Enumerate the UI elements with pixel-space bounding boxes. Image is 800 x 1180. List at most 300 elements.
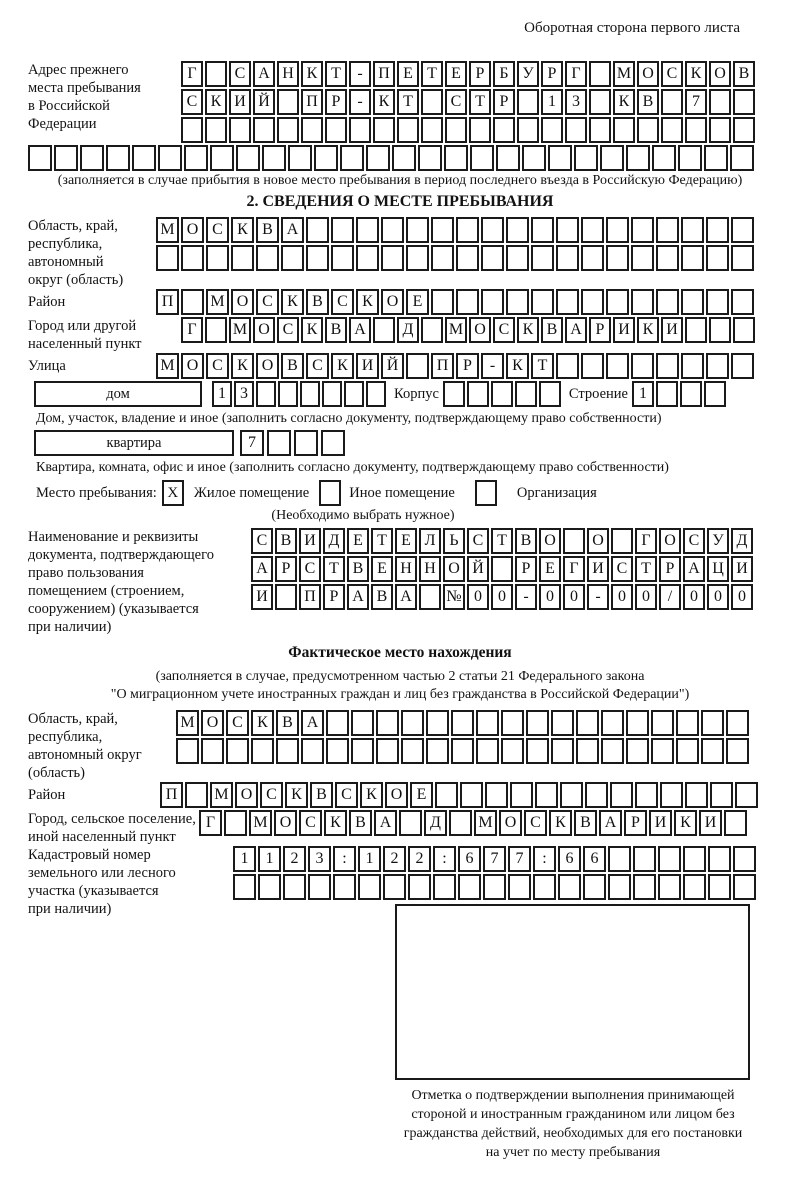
char-cell[interactable]: А [347,584,369,610]
char-cell[interactable] [589,61,611,87]
char-cell[interactable] [733,846,756,872]
char-cell[interactable] [533,874,556,900]
char-cell[interactable] [392,145,416,171]
char-cell[interactable] [581,353,604,379]
char-cell[interactable] [445,117,467,143]
char-cell[interactable]: К [331,353,354,379]
char-cell[interactable]: К [685,61,707,87]
char-cell[interactable] [676,738,699,764]
char-cell[interactable]: 1 [358,846,381,872]
char-cell[interactable]: К [674,810,697,836]
char-cell[interactable] [701,710,724,736]
char-cell[interactable]: Е [395,528,417,554]
char-cell[interactable]: Р [469,61,491,87]
char-cell[interactable] [451,710,474,736]
char-cell[interactable]: К [613,89,635,115]
char-cell[interactable]: А [253,61,275,87]
char-cell[interactable]: М [445,317,467,343]
char-cell[interactable] [366,145,390,171]
char-cell[interactable]: В [281,353,304,379]
char-cell[interactable] [556,245,579,271]
char-cell[interactable]: О [181,217,204,243]
char-cell[interactable] [709,317,731,343]
char-cell[interactable] [321,430,345,456]
char-cell[interactable]: В [347,556,369,582]
char-cell[interactable] [381,245,404,271]
char-cell[interactable] [470,145,494,171]
char-cell[interactable] [706,289,729,315]
char-cell[interactable] [351,710,374,736]
char-cell[interactable]: А [374,810,397,836]
char-cell[interactable]: Т [635,556,657,582]
char-cell[interactable]: 2 [408,846,431,872]
char-cell[interactable]: Е [371,556,393,582]
char-cell[interactable] [556,289,579,315]
char-cell[interactable] [288,145,312,171]
char-cell[interactable] [576,738,599,764]
char-cell[interactable]: С [524,810,547,836]
char-cell[interactable] [406,217,429,243]
char-cell[interactable] [481,289,504,315]
char-cell[interactable] [481,245,504,271]
char-cell[interactable] [606,289,629,315]
char-cell[interactable] [349,117,371,143]
char-cell[interactable] [583,874,606,900]
char-cell[interactable]: К [285,782,308,808]
char-cell[interactable] [631,353,654,379]
char-cell[interactable]: - [481,353,504,379]
char-cell[interactable] [726,710,749,736]
char-cell[interactable] [326,738,349,764]
char-cell[interactable]: С [251,528,273,554]
char-cell[interactable] [637,117,659,143]
char-cell[interactable]: А [349,317,371,343]
char-cell[interactable] [256,245,279,271]
char-cell[interactable] [451,738,474,764]
char-cell[interactable]: О [499,810,522,836]
char-cell[interactable]: 7 [483,846,506,872]
char-cell[interactable]: - [349,61,371,87]
char-cell[interactable]: Т [491,528,513,554]
char-cell[interactable]: О [381,289,404,315]
char-cell[interactable] [433,874,456,900]
char-cell[interactable]: С [611,556,633,582]
char-cell[interactable] [460,782,483,808]
char-cell[interactable] [731,289,754,315]
char-cell[interactable] [421,317,443,343]
char-cell[interactable]: Й [467,556,489,582]
char-cell[interactable]: Е [445,61,467,87]
char-cell[interactable]: Р [624,810,647,836]
char-cell[interactable] [158,145,182,171]
char-cell[interactable]: К [231,217,254,243]
char-cell[interactable]: М [249,810,272,836]
char-cell[interactable]: : [433,846,456,872]
char-cell[interactable] [485,782,508,808]
char-cell[interactable]: Т [421,61,443,87]
char-cell[interactable]: Т [469,89,491,115]
char-cell[interactable] [733,117,755,143]
char-cell[interactable]: А [565,317,587,343]
char-cell[interactable]: К [281,289,304,315]
char-cell[interactable]: С [256,289,279,315]
char-cell[interactable] [585,782,608,808]
char-cell[interactable]: Д [397,317,419,343]
char-cell[interactable]: С [331,289,354,315]
char-cell[interactable] [467,381,489,407]
char-cell[interactable] [226,738,249,764]
char-cell[interactable]: М [229,317,251,343]
char-cell[interactable]: Р [659,556,681,582]
char-cell[interactable] [635,782,658,808]
char-cell[interactable] [366,381,386,407]
char-cell[interactable]: К [324,810,347,836]
char-cell[interactable]: Р [493,89,515,115]
char-cell[interactable]: 1 [541,89,563,115]
char-cell[interactable]: С [260,782,283,808]
char-cell[interactable]: 7 [508,846,531,872]
char-cell[interactable]: В [637,89,659,115]
char-cell[interactable]: О [253,317,275,343]
char-cell[interactable] [733,317,755,343]
char-cell[interactable]: К [301,317,323,343]
char-cell[interactable] [233,874,256,900]
char-cell[interactable] [541,117,563,143]
char-cell[interactable] [340,145,364,171]
char-cell[interactable] [708,874,731,900]
char-cell[interactable] [294,430,318,456]
char-cell[interactable] [704,145,728,171]
char-cell[interactable]: Т [531,353,554,379]
char-cell[interactable] [496,145,520,171]
char-cell[interactable]: В [325,317,347,343]
char-cell[interactable]: Д [323,528,345,554]
char-cell[interactable]: К [356,289,379,315]
char-cell[interactable] [551,710,574,736]
char-cell[interactable] [508,874,531,900]
char-cell[interactable] [733,874,756,900]
char-cell[interactable] [283,874,306,900]
char-cell[interactable] [681,353,704,379]
char-cell[interactable] [431,245,454,271]
char-cell[interactable]: Р [541,61,563,87]
char-cell[interactable]: В [276,710,299,736]
char-cell[interactable]: / [659,584,681,610]
char-cell[interactable] [676,710,699,736]
char-cell[interactable] [661,117,683,143]
char-cell[interactable]: М [176,710,199,736]
char-cell[interactable] [589,89,611,115]
char-cell[interactable]: В [275,528,297,554]
char-cell[interactable] [326,710,349,736]
char-cell[interactable]: С [683,528,705,554]
char-cell[interactable]: Н [277,61,299,87]
char-cell[interactable]: О [539,528,561,554]
char-cell[interactable]: О [385,782,408,808]
char-cell[interactable]: С [661,61,683,87]
char-cell[interactable]: 0 [731,584,753,610]
char-cell[interactable]: П [299,584,321,610]
char-cell[interactable] [426,738,449,764]
char-cell[interactable] [731,353,754,379]
char-cell[interactable]: С [306,353,329,379]
char-cell[interactable] [224,810,247,836]
char-cell[interactable]: К [360,782,383,808]
char-cell[interactable]: В [371,584,393,610]
char-cell[interactable] [608,846,631,872]
char-cell[interactable] [601,738,624,764]
char-cell[interactable]: П [156,289,179,315]
char-cell[interactable] [401,710,424,736]
char-cell[interactable] [708,846,731,872]
char-cell[interactable]: И [356,353,379,379]
char-cell[interactable]: К [251,710,274,736]
char-cell[interactable] [539,381,561,407]
char-cell[interactable] [606,217,629,243]
char-cell[interactable] [678,145,702,171]
char-cell[interactable]: И [299,528,321,554]
char-cell[interactable]: Р [515,556,537,582]
char-cell[interactable]: С [206,217,229,243]
char-cell[interactable] [610,782,633,808]
char-cell[interactable] [281,245,304,271]
char-cell[interactable] [251,738,274,764]
char-cell[interactable]: 0 [635,584,657,610]
char-cell[interactable]: О [201,710,224,736]
char-cell[interactable]: В [310,782,333,808]
char-cell[interactable] [531,289,554,315]
char-cell[interactable]: А [281,217,304,243]
char-cell[interactable]: Л [419,528,441,554]
char-cell[interactable] [685,782,708,808]
char-cell[interactable]: П [301,89,323,115]
char-cell[interactable] [356,245,379,271]
char-cell[interactable] [28,145,52,171]
char-cell[interactable] [560,782,583,808]
char-cell[interactable] [658,846,681,872]
char-cell[interactable]: О [587,528,609,554]
char-cell[interactable] [658,874,681,900]
char-cell[interactable] [331,217,354,243]
char-cell[interactable]: М [206,289,229,315]
char-cell[interactable]: Р [323,584,345,610]
char-cell[interactable] [376,738,399,764]
char-cell[interactable] [325,117,347,143]
char-cell[interactable] [418,145,442,171]
char-cell[interactable] [522,145,546,171]
char-cell[interactable] [206,245,229,271]
char-cell[interactable]: 3 [565,89,587,115]
char-cell[interactable]: 0 [563,584,585,610]
stay-option-residential-checkbox[interactable]: X [162,480,184,506]
char-cell[interactable] [262,145,286,171]
char-cell[interactable] [306,245,329,271]
char-cell[interactable]: П [373,61,395,87]
char-cell[interactable] [626,145,650,171]
char-cell[interactable] [201,738,224,764]
char-cell[interactable] [406,353,429,379]
char-cell[interactable]: Т [397,89,419,115]
char-cell[interactable] [421,117,443,143]
char-cell[interactable] [493,117,515,143]
char-cell[interactable] [456,245,479,271]
char-cell[interactable] [535,782,558,808]
char-cell[interactable] [660,782,683,808]
char-cell[interactable] [517,89,539,115]
char-cell[interactable]: 0 [707,584,729,610]
char-cell[interactable]: Г [181,317,203,343]
char-cell[interactable] [277,89,299,115]
char-cell[interactable] [431,217,454,243]
char-cell[interactable] [210,145,234,171]
char-cell[interactable] [376,710,399,736]
char-cell[interactable] [731,245,754,271]
char-cell[interactable] [132,145,156,171]
char-cell[interactable] [253,117,275,143]
char-cell[interactable]: - [349,89,371,115]
char-cell[interactable]: 6 [583,846,606,872]
char-cell[interactable]: И [587,556,609,582]
char-cell[interactable]: : [533,846,556,872]
char-cell[interactable] [267,430,291,456]
char-cell[interactable] [476,738,499,764]
char-cell[interactable]: С [299,810,322,836]
char-cell[interactable]: И [251,584,273,610]
char-cell[interactable] [181,117,203,143]
stay-option-other-checkbox[interactable] [319,480,341,506]
char-cell[interactable] [683,874,706,900]
char-cell[interactable]: К [373,89,395,115]
char-cell[interactable]: И [699,810,722,836]
char-cell[interactable]: - [587,584,609,610]
char-cell[interactable]: Е [406,289,429,315]
char-cell[interactable] [606,245,629,271]
char-cell[interactable] [731,217,754,243]
char-cell[interactable] [277,117,299,143]
char-cell[interactable] [656,289,679,315]
char-cell[interactable] [683,846,706,872]
char-cell[interactable] [652,145,676,171]
char-cell[interactable]: Е [539,556,561,582]
char-cell[interactable] [506,289,529,315]
char-cell[interactable] [526,738,549,764]
char-cell[interactable]: 7 [240,430,264,456]
char-cell[interactable] [606,353,629,379]
char-cell[interactable] [258,874,281,900]
char-cell[interactable] [397,117,419,143]
char-cell[interactable]: Е [397,61,419,87]
char-cell[interactable]: И [649,810,672,836]
char-cell[interactable]: У [707,528,729,554]
char-cell[interactable] [229,117,251,143]
char-cell[interactable]: Р [456,353,479,379]
char-cell[interactable] [506,245,529,271]
char-cell[interactable] [651,738,674,764]
char-cell[interactable]: 7 [685,89,707,115]
char-cell[interactable] [80,145,104,171]
char-cell[interactable]: В [733,61,755,87]
char-cell[interactable]: А [683,556,705,582]
char-cell[interactable] [681,217,704,243]
char-cell[interactable] [458,874,481,900]
char-cell[interactable]: Ь [443,528,465,554]
char-cell[interactable]: Ц [707,556,729,582]
char-cell[interactable] [481,217,504,243]
char-cell[interactable]: С [229,61,251,87]
char-cell[interactable] [231,245,254,271]
char-cell[interactable] [358,874,381,900]
char-cell[interactable]: К [517,317,539,343]
char-cell[interactable]: И [229,89,251,115]
char-cell[interactable]: В [306,289,329,315]
char-cell[interactable] [581,245,604,271]
char-cell[interactable] [706,353,729,379]
char-cell[interactable]: 1 [258,846,281,872]
char-cell[interactable] [681,245,704,271]
char-cell[interactable] [501,738,524,764]
char-cell[interactable] [517,117,539,143]
char-cell[interactable] [531,245,554,271]
char-cell[interactable]: А [395,584,417,610]
char-cell[interactable]: И [731,556,753,582]
char-cell[interactable]: М [210,782,233,808]
char-cell[interactable] [501,710,524,736]
char-cell[interactable]: О [709,61,731,87]
char-cell[interactable] [706,217,729,243]
char-cell[interactable] [205,117,227,143]
char-cell[interactable]: В [515,528,537,554]
char-cell[interactable] [531,217,554,243]
char-cell[interactable]: С [299,556,321,582]
char-cell[interactable] [626,710,649,736]
char-cell[interactable] [184,145,208,171]
char-cell[interactable]: Й [381,353,404,379]
char-cell[interactable] [344,381,364,407]
char-cell[interactable]: И [661,317,683,343]
char-cell[interactable]: С [277,317,299,343]
char-cell[interactable]: С [206,353,229,379]
char-cell[interactable] [631,245,654,271]
char-cell[interactable]: 3 [234,381,254,407]
char-cell[interactable] [510,782,533,808]
char-cell[interactable]: В [256,217,279,243]
char-cell[interactable]: В [574,810,597,836]
char-cell[interactable] [185,782,208,808]
char-cell[interactable]: В [541,317,563,343]
char-cell[interactable] [181,289,204,315]
char-cell[interactable] [526,710,549,736]
char-cell[interactable]: О [231,289,254,315]
stay-option-organization-checkbox[interactable] [475,480,497,506]
char-cell[interactable] [435,782,458,808]
char-cell[interactable] [515,381,537,407]
char-cell[interactable] [401,738,424,764]
char-cell[interactable] [399,810,422,836]
char-cell[interactable] [709,117,731,143]
char-cell[interactable]: А [251,556,273,582]
char-cell[interactable]: К [506,353,529,379]
char-cell[interactable]: 1 [632,381,654,407]
char-cell[interactable] [176,738,199,764]
char-cell[interactable]: М [156,353,179,379]
char-cell[interactable] [710,782,733,808]
char-cell[interactable] [548,145,572,171]
char-cell[interactable]: Е [347,528,369,554]
char-cell[interactable]: 0 [491,584,513,610]
char-cell[interactable] [383,874,406,900]
char-cell[interactable] [576,710,599,736]
char-cell[interactable]: 0 [467,584,489,610]
